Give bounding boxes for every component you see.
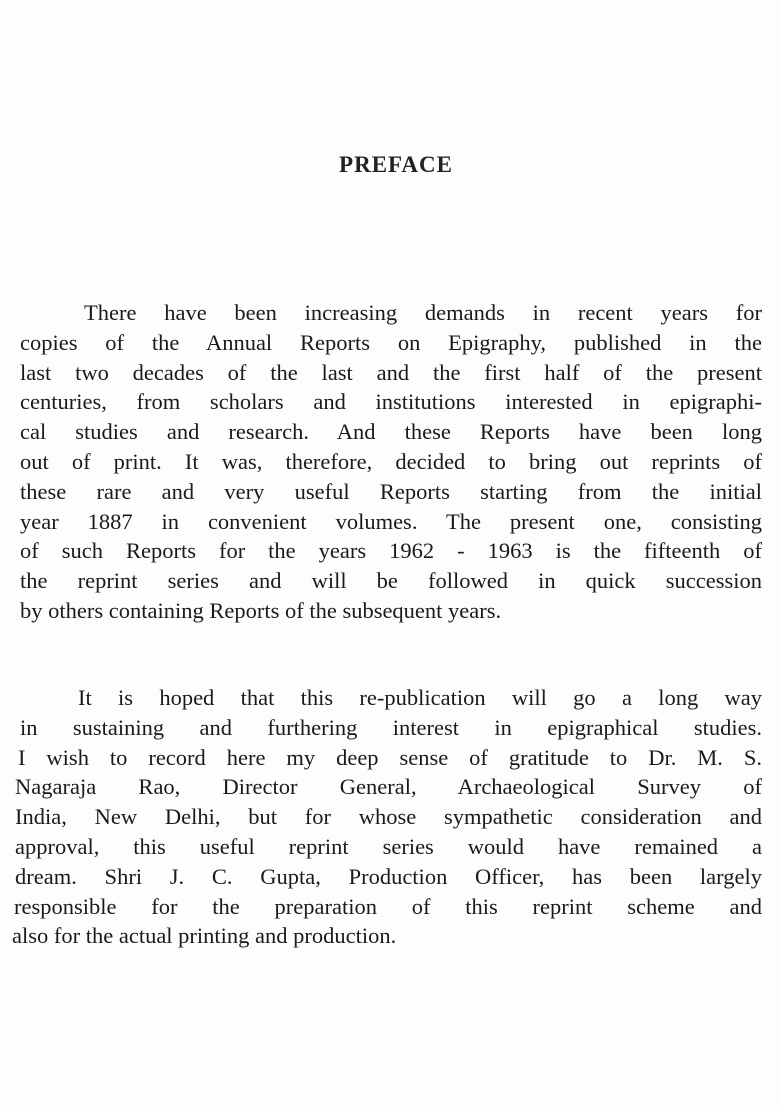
paragraph-line: in sustaining and furthering interest in epigraphical studies. (20, 714, 762, 740)
paragraph-line: approval, this useful reprint series would have remained a (15, 833, 762, 859)
page-title: PREFACE (339, 152, 453, 177)
paragraph-line: copies of the Annual Reports on Epigraphy, published in the (20, 329, 762, 355)
paragraph-line: of such Reports for the years 1962 - 1963 is the fifteenth of (20, 538, 762, 564)
paragraph-line: centuries, from scholars and institutions interested in epigraphi- (20, 389, 762, 415)
paragraph-line: responsible for the preparation of this reprint scheme and (14, 893, 762, 919)
paragraph-line: Nagaraja Rao, Director General, Archaeological Survey of (15, 774, 762, 800)
paragraph-line: the reprint series and will be followed in quick succession (20, 568, 762, 594)
paragraph-line: also for the actual printing and production. (12, 923, 397, 949)
paragraph-line: I wish to record here my deep sense of gratitude to Dr. M. S. (18, 744, 762, 770)
paragraph-line: by others containing Reports of the subsequent years. (20, 597, 502, 623)
paragraph-line: out of print. It was, therefore, decided to bring out reprints of (20, 448, 762, 474)
preface-paragraph-2 (12, 683, 762, 951)
paragraph-line: dream. Shri J. C. Gupta, Production Officer, has been largely (15, 863, 762, 889)
paragraph-line: There have been increasing demands in recent years for (84, 300, 762, 325)
preface-paragraph-1 (20, 298, 762, 626)
paragraph-line: India, New Delhi, but for whose sympathetic consideration and (15, 804, 762, 830)
paragraph-line: these rare and very useful Reports starting from the initial (20, 478, 762, 504)
paragraph-line: last two decades of the last and the first half of the present (20, 359, 762, 385)
paragraph-line: year 1887 in convenient volumes. The present one, consisting (20, 508, 762, 534)
paragraph-line: cal studies and research. And these Reports have been long (20, 419, 762, 445)
paragraph-line: It is hoped that this re-publication will go a long way (78, 685, 762, 710)
